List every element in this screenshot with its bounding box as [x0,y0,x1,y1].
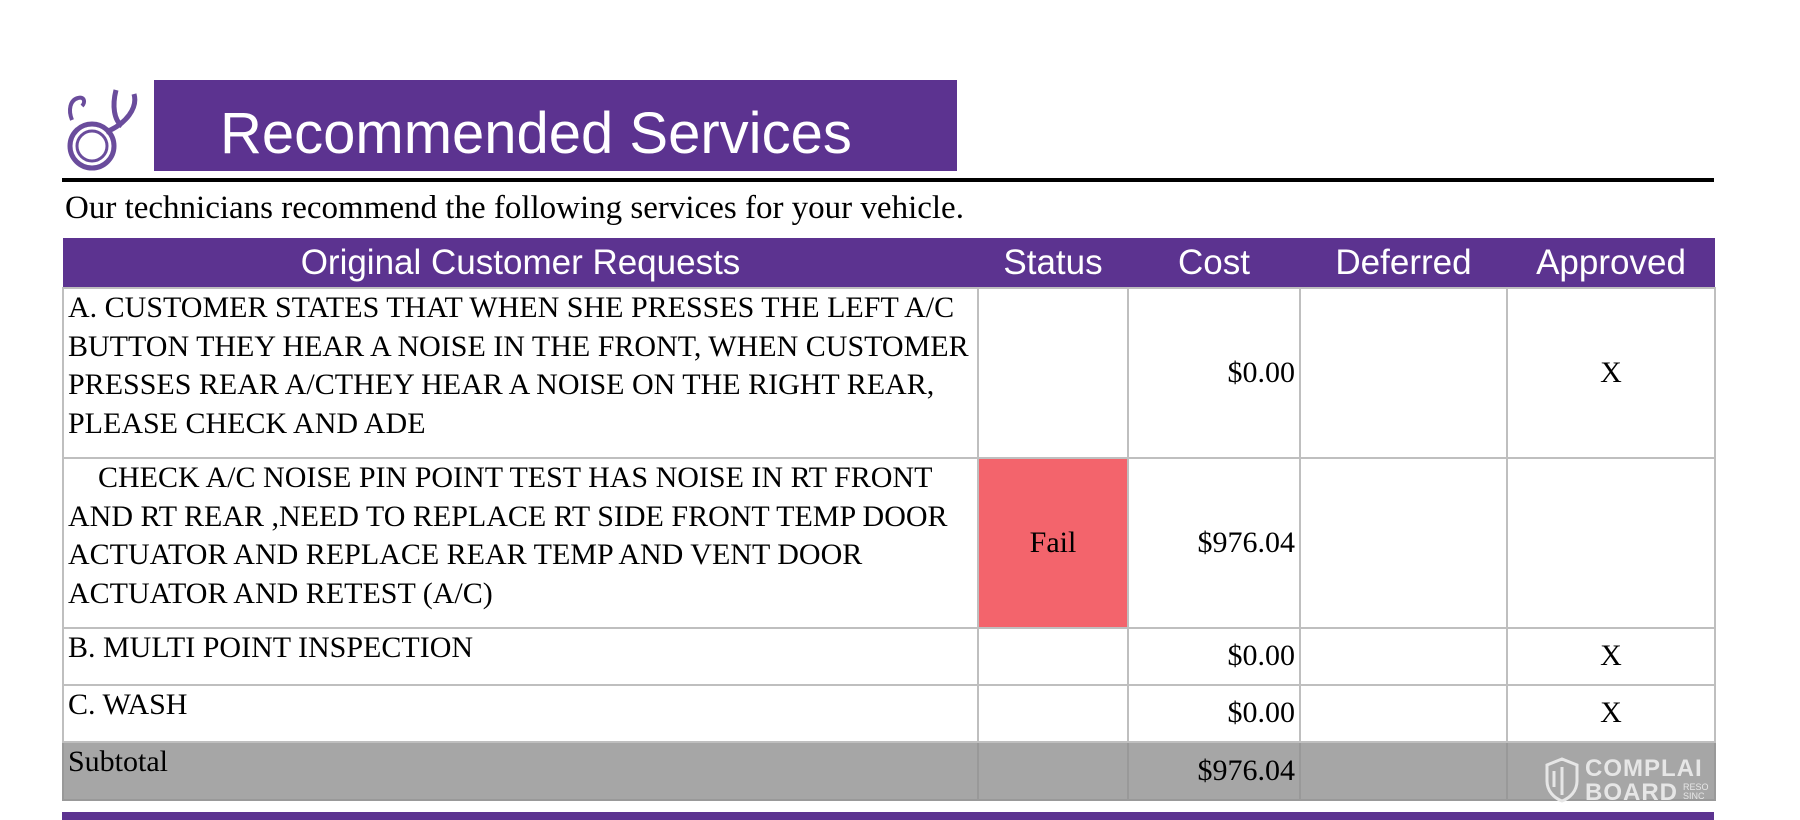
request-description: CHECK A/C NOISE PIN POINT TEST HAS NOISE IN RT FRONT AND RT REAR ,NEED TO REPLACE RT SIDE FRONT TEMP DOOR ACTUATOR AND REPLACE REAR TEMP AND VENT DOOR ACTUATOR AND RETEST (A/C) [63,458,978,628]
column-header-requests: Original Customer Requests [63,238,978,288]
cost-cell: $976.04 [1128,458,1300,628]
approved-cell [1507,458,1715,628]
status-cell [978,628,1128,685]
watermark-line1: COMPLAI [1585,755,1703,782]
watermark [1545,755,1714,807]
intro-text: Our technicians recommend the following services for your vehicle. [65,190,964,226]
request-description: A. CUSTOMER STATES THAT WHEN SHE PRESSES THE LEFT A/C BUTTON THEY HEAR A NOISE IN THE FRONT, WHEN CUSTOMER PRESSES REAR A/CTHEY HEAR A NOISE ON THE RIGHT REAR, PLEASE CHECK AND ADE [63,288,978,458]
watermark-small: RESO SINC [1683,782,1709,801]
table-row [63,288,1715,458]
approved-cell: X [1507,685,1715,742]
shield-icon [1545,757,1579,803]
status-cell [978,685,1128,742]
page-title: Recommended Services [154,80,957,171]
subtotal-cost: $976.04 [1128,742,1300,800]
watermark-line2: BOARD [1585,779,1678,806]
deferred-cell [1300,458,1507,628]
column-header-cost: Cost [1128,238,1300,288]
bottom-bar [62,812,1714,820]
deferred-cell [1300,628,1507,685]
subtotal-label: Subtotal [63,742,978,800]
column-header-approved: Approved [1507,238,1715,288]
table-row [63,685,1715,742]
request-description: C. WASH [63,685,978,742]
status-badge: Fail [978,458,1128,628]
cost-cell: $0.00 [1128,685,1300,742]
cost-cell: $0.00 [1128,628,1300,685]
subtotal-row [63,742,1715,800]
deferred-cell [1300,685,1507,742]
column-header-deferred: Deferred [1300,238,1507,288]
table-header-row [63,238,1715,288]
cost-cell: $0.00 [1128,288,1300,458]
section-header [62,80,1712,180]
subtotal-deferred-cell [1300,742,1507,800]
status-cell [978,288,1128,458]
table-row [63,628,1715,685]
services-table [62,238,1716,801]
request-description: B. MULTI POINT INSPECTION [63,628,978,685]
title-divider [62,178,1714,182]
approved-cell: X [1507,628,1715,685]
table-row [63,458,1715,628]
stethoscope-icon [62,80,154,176]
column-header-status: Status [978,238,1128,288]
subtotal-status-cell [978,742,1128,800]
deferred-cell [1300,288,1507,458]
approved-cell: X [1507,288,1715,458]
